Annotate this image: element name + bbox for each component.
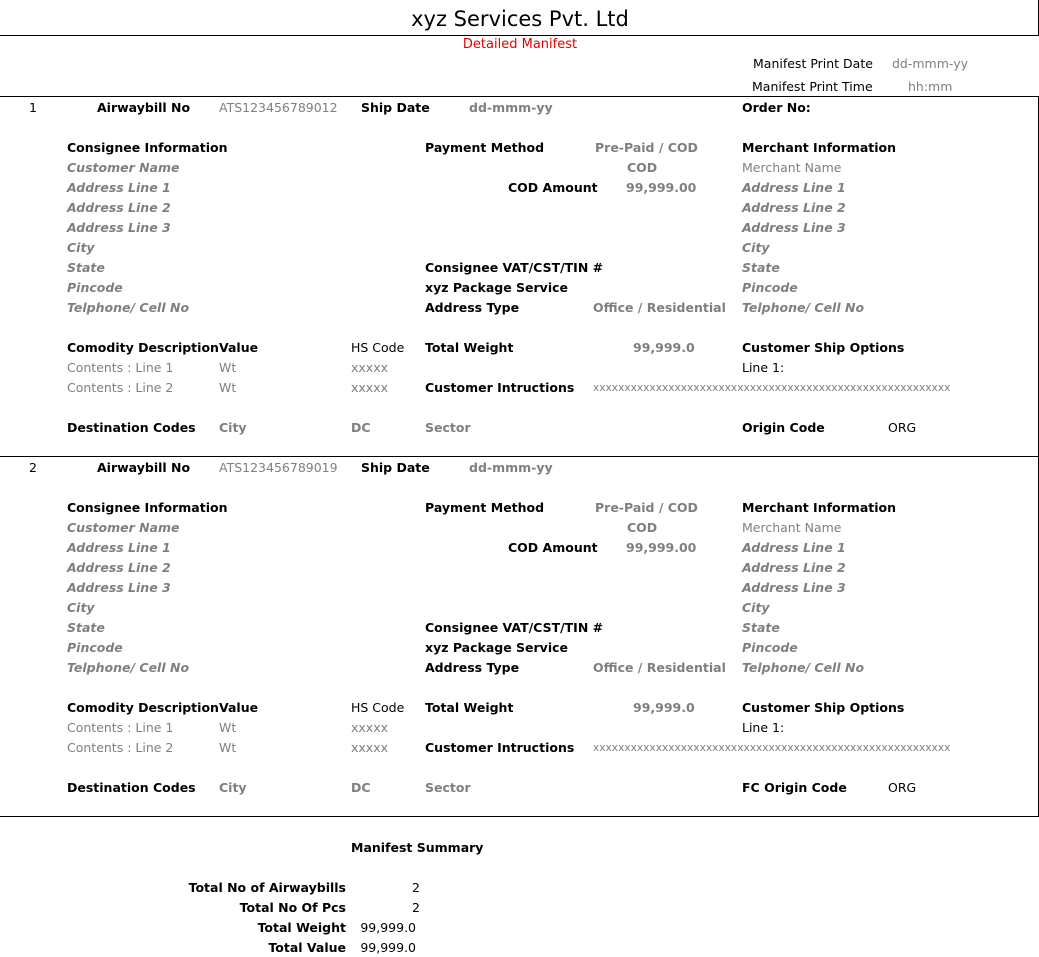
consignee-customer-name: Customer Name [67, 160, 180, 175]
record-index: 2 [29, 460, 37, 475]
destination-sector: Sector [425, 780, 471, 795]
merchant-city: City [742, 240, 770, 255]
customer-instructions-label: Customer Intructions [425, 380, 575, 395]
merchant-phone: Telphone/ Cell No [742, 660, 865, 675]
record-index: 1 [29, 100, 37, 115]
hs-value-2: xxxxx [351, 740, 388, 755]
origin-code-label: FC Origin Code [742, 780, 847, 795]
consignee-info-heading: Consignee Information [67, 500, 228, 515]
origin-code-value: ORG [888, 780, 917, 795]
summary-label-pcs: Total No Of Pcs [239, 900, 346, 915]
contents-line-1: Contents : Line 1 [67, 360, 174, 375]
customer-ship-options-label: Customer Ship Options [742, 700, 905, 715]
cod-amount-value: 99,999.00 [626, 540, 697, 555]
payment-method-value: Pre-Paid / COD [595, 500, 698, 515]
payment-method-sub: COD [627, 520, 658, 535]
ship-date-label: Ship Date [361, 100, 430, 115]
record-1-top-border [0, 96, 1039, 97]
ship-option-line-1: Line 1: [742, 360, 785, 375]
print-date-label: Manifest Print Date [753, 56, 873, 71]
destination-codes-label: Destination Codes [67, 780, 196, 795]
consignee-address-line-3: Address Line 3 [67, 220, 171, 235]
contents-line-2: Contents : Line 2 [67, 380, 174, 395]
package-service-label: xyz Package Service [425, 640, 568, 655]
summary-value-value: 99,999.0 [360, 940, 416, 955]
package-service-label: xyz Package Service [425, 280, 568, 295]
cod-amount-value: 99,999.00 [626, 180, 697, 195]
merchant-address-line-1: Address Line 1 [742, 540, 846, 555]
page-title: xyz Services Pvt. Ltd [411, 7, 629, 31]
summary-label-value: Total Value [268, 940, 346, 955]
airwaybill-value: ATS123456789019 [219, 460, 338, 475]
total-weight-label: Total Weight [425, 700, 514, 715]
consignee-pincode: Pincode [67, 280, 123, 295]
summary-label-weight: Total Weight [257, 920, 346, 935]
consignee-city: City [67, 240, 95, 255]
consignee-phone: Telphone/ Cell No [67, 660, 190, 675]
origin-code-value: ORG [888, 420, 917, 435]
address-type-label: Address Type [425, 660, 520, 675]
summary-title: Manifest Summary [351, 840, 484, 855]
consignee-state: State [67, 620, 105, 635]
payment-method-sub: COD [627, 160, 658, 175]
page-subtitle: Detailed Manifest [462, 37, 578, 52]
ship-date-label: Ship Date [361, 460, 430, 475]
airwaybill-label: Airwaybill No [97, 460, 191, 475]
merchant-city: City [742, 600, 770, 615]
merchant-info-heading: Merchant Information [742, 140, 896, 155]
merchant-phone: Telphone/ Cell No [742, 300, 865, 315]
destination-city: City [219, 780, 247, 795]
value-unit-1: Wt [219, 720, 237, 735]
merchant-address-line-2: Address Line 2 [742, 200, 846, 215]
merchant-name: Merchant Name [742, 520, 842, 535]
airwaybill-value: ATS123456789012 [219, 100, 338, 115]
consignee-customer-name: Customer Name [67, 520, 180, 535]
merchant-name: Merchant Name [742, 160, 842, 175]
merchant-info-heading: Merchant Information [742, 500, 896, 515]
consignee-address-line-3: Address Line 3 [67, 580, 171, 595]
destination-dc: DC [351, 780, 371, 795]
comodity-description-label: Comodity Description [67, 700, 219, 715]
total-weight-label: Total Weight [425, 340, 514, 355]
consignee-vat-label: Consignee VAT/CST/TIN # [425, 620, 604, 635]
address-type-value: Office / Residential [593, 660, 726, 675]
hs-code-label: HS Code [351, 700, 405, 715]
customer-ship-options-label: Customer Ship Options [742, 340, 905, 355]
destination-sector: Sector [425, 420, 471, 435]
merchant-address-line-1: Address Line 1 [742, 180, 846, 195]
comodity-description-label: Comodity Description [67, 340, 219, 355]
consignee-address-line-2: Address Line 2 [67, 560, 171, 575]
consignee-state: State [67, 260, 105, 275]
ship-date-value: dd-mmm-yy [469, 100, 553, 115]
hs-code-label: HS Code [351, 340, 405, 355]
consignee-city: City [67, 600, 95, 615]
summary-label-airwaybills: Total No of Airwaybills [188, 880, 346, 895]
contents-line-2: Contents : Line 2 [67, 740, 174, 755]
merchant-pincode: Pincode [742, 280, 798, 295]
summary-value-airwaybills: 2 [412, 880, 420, 895]
customer-instructions-label: Customer Intructions [425, 740, 575, 755]
print-time-value: hh:mm [908, 79, 953, 94]
consignee-address-line-1: Address Line 1 [67, 180, 171, 195]
hs-value-2: xxxxx [351, 380, 388, 395]
value-label: Value [219, 340, 259, 355]
value-unit-1: Wt [219, 360, 237, 375]
merchant-address-line-2: Address Line 2 [742, 560, 846, 575]
value-unit-2: Wt [219, 740, 237, 755]
consignee-phone: Telphone/ Cell No [67, 300, 190, 315]
hs-value-1: xxxxx [351, 720, 388, 735]
payment-method-label: Payment Method [425, 140, 545, 155]
destination-dc: DC [351, 420, 371, 435]
total-weight-value: 99,999.0 [633, 340, 695, 355]
merchant-state: State [742, 260, 780, 275]
total-weight-value: 99,999.0 [633, 700, 695, 715]
record-2-bottom-border [0, 816, 1039, 817]
print-time-label: Manifest Print Time [752, 79, 873, 94]
consignee-pincode: Pincode [67, 640, 123, 655]
airwaybill-label: Airwaybill No [97, 100, 191, 115]
summary-value-weight: 99,999.0 [360, 920, 416, 935]
destination-codes-label: Destination Codes [67, 420, 196, 435]
cod-amount-label: COD Amount [508, 180, 598, 195]
consignee-info-heading: Consignee Information [67, 140, 228, 155]
cod-amount-label: COD Amount [508, 540, 598, 555]
record-divider [0, 456, 1039, 457]
print-date-value: dd-mmm-yy [892, 56, 968, 71]
header-divider [0, 35, 1039, 36]
merchant-address-line-3: Address Line 3 [742, 220, 846, 235]
consignee-address-line-1: Address Line 1 [67, 540, 171, 555]
consignee-address-line-2: Address Line 2 [67, 200, 171, 215]
hs-value-1: xxxxx [351, 360, 388, 375]
value-unit-2: Wt [219, 380, 237, 395]
summary-value-pcs: 2 [412, 900, 420, 915]
customer-instructions-value: xxxxxxxxxxxxxxxxxxxxxxxxxxxxxxxxxxxxxxxxxxxxxxxxxxxxxxxxx [593, 742, 951, 754]
ship-date-value: dd-mmm-yy [469, 460, 553, 475]
customer-instructions-value: xxxxxxxxxxxxxxxxxxxxxxxxxxxxxxxxxxxxxxxxxxxxxxxxxxxxxxxxx [593, 382, 951, 394]
value-label: Value [219, 700, 259, 715]
ship-option-line-1: Line 1: [742, 720, 785, 735]
origin-code-label: Origin Code [742, 420, 825, 435]
payment-method-label: Payment Method [425, 500, 545, 515]
merchant-pincode: Pincode [742, 640, 798, 655]
consignee-vat-label: Consignee VAT/CST/TIN # [425, 260, 604, 275]
contents-line-1: Contents : Line 1 [67, 720, 174, 735]
order-no-label: Order No: [742, 100, 811, 115]
destination-city: City [219, 420, 247, 435]
merchant-address-line-3: Address Line 3 [742, 580, 846, 595]
payment-method-value: Pre-Paid / COD [595, 140, 698, 155]
merchant-state: State [742, 620, 780, 635]
address-type-label: Address Type [425, 300, 520, 315]
address-type-value: Office / Residential [593, 300, 726, 315]
